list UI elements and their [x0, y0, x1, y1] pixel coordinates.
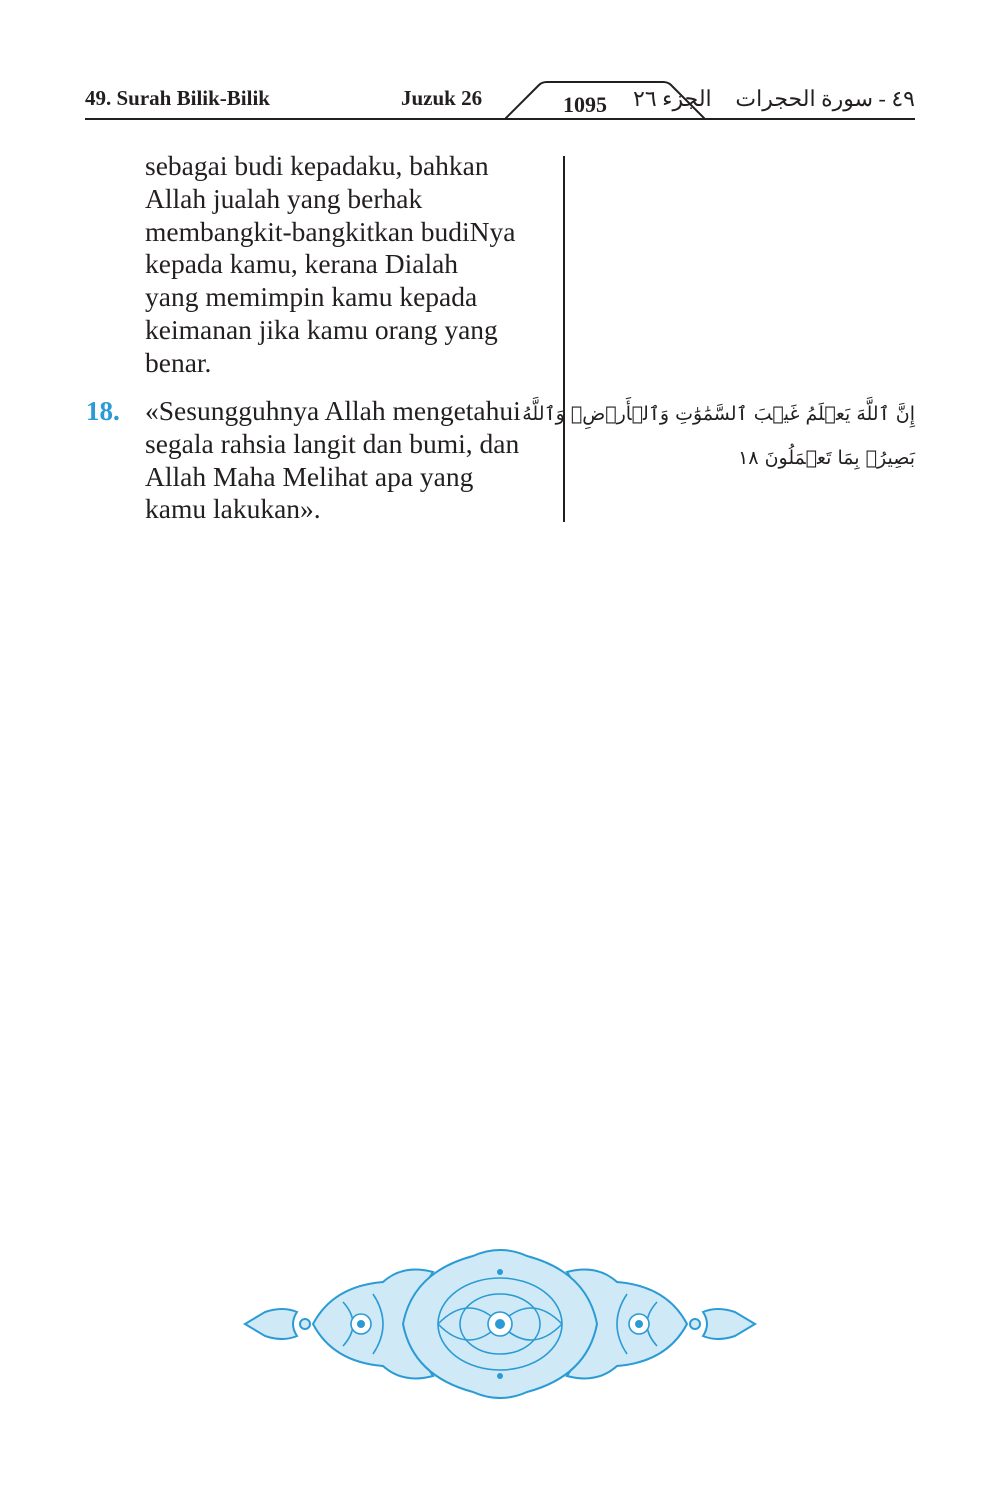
header-juzuk: Juzuk 26: [401, 86, 483, 110]
text-line: membangkit-bangkitkan budiNya: [145, 215, 516, 247]
header-surah-name: 49. Surah Bilik-Bilik: [85, 86, 270, 110]
header-juz-arabic: الجزء ٢٦: [633, 86, 712, 111]
text-line: yang memimpin kamu kepada: [145, 281, 478, 313]
text-line: Allah jualah yang berhak: [145, 182, 423, 214]
text-line: kepada kamu, kerana Dialah: [145, 248, 459, 280]
text-line: benar.: [145, 346, 212, 378]
translation-continuation: [145, 150, 565, 380]
decorative-ornament: [243, 1242, 757, 1406]
page-header: [85, 78, 915, 124]
text-line: sebagai budi kepadaku, bahkan: [145, 150, 489, 181]
arabic-verse-18: [522, 392, 915, 480]
header-surah-arabic: ٤٩ - سورة الحجرات: [735, 86, 915, 111]
header-rule: [85, 118, 915, 120]
arabic-line: بَصِيرُۢ بِمَا تَعۡمَلُونَ ١٨: [738, 447, 915, 469]
page-number: 1095: [563, 92, 607, 117]
verse-number: 18.: [86, 396, 120, 426]
text-line: segala rahsia langit dan bumi, dan: [145, 427, 520, 459]
translation-verse-18: [145, 395, 565, 526]
text-line: keimanan jika kamu orang yang: [145, 313, 498, 345]
text-line: kamu lakukan».: [145, 493, 321, 525]
text-line: Allah Maha Melihat apa yang: [145, 460, 474, 492]
text-line: «Sesungguhnya Allah mengetahui: [145, 395, 521, 426]
arabic-line: إِنَّ ٱللَّهَ يَعۡلَمُ غَيۡبَ ٱلسَّمَٰوَٰتِ وَٱلۡأَرۡضِۚ وَٱللَّهُ: [522, 403, 915, 425]
